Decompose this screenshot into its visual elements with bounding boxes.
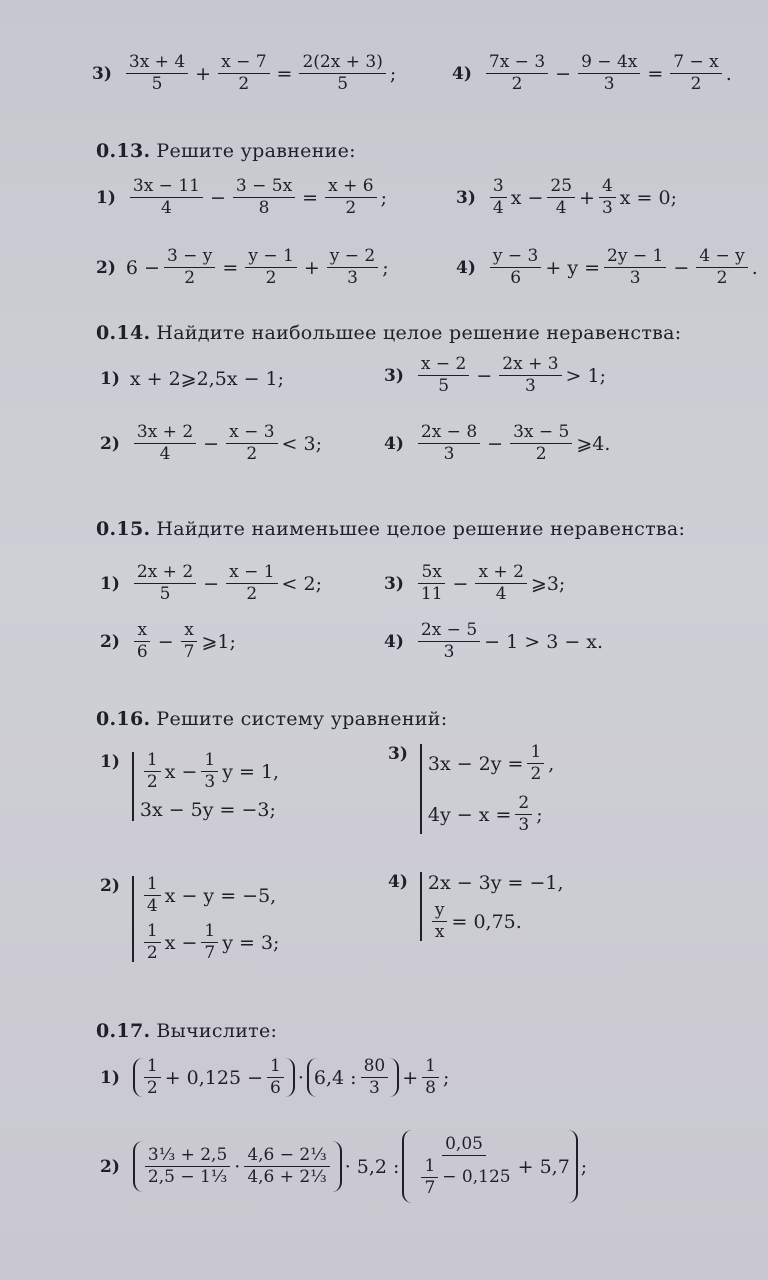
math-group <box>499 356 561 395</box>
math-text: 2) <box>100 631 120 652</box>
math-text: 5 <box>337 74 349 94</box>
math-text: 2 <box>246 444 258 464</box>
math-text: 2x − 8 <box>418 424 480 444</box>
math-text: 1 <box>144 876 161 896</box>
math-text: ; <box>382 256 389 279</box>
math-text: y − 2 <box>327 248 378 268</box>
math-text: x = 0; <box>619 186 677 209</box>
problem-0-15-3 <box>384 564 565 603</box>
math-text: 5 <box>438 376 450 396</box>
math-text: y − 1 <box>245 248 296 268</box>
math-text: 2x − 3y = −1, <box>427 872 564 894</box>
math-group <box>432 902 448 941</box>
math-group <box>201 923 218 962</box>
math-operator: − <box>487 432 504 455</box>
math-text: 7x − 3 <box>486 54 548 74</box>
parenthesis-group <box>402 1130 577 1203</box>
math-operator: − <box>476 364 493 387</box>
math-group <box>144 923 161 962</box>
problem-0-16-2 <box>100 876 279 962</box>
math-operator: = <box>647 62 664 85</box>
math-text: 1) <box>96 187 116 208</box>
math-text: ; <box>580 1155 588 1178</box>
problem-top-3 <box>92 54 396 93</box>
math-group <box>325 178 376 217</box>
math-text: y = 1, <box>222 760 280 783</box>
math-operator: − <box>209 186 226 209</box>
math-text: y = 3; <box>222 931 280 954</box>
fraction <box>299 54 385 93</box>
math-text: 4,6 − 2⅓ <box>244 1147 329 1167</box>
math-text: 0,05 <box>442 1136 486 1156</box>
system-brace <box>420 744 554 834</box>
math-text: 7 − x <box>670 54 721 74</box>
fraction <box>126 54 188 93</box>
math-text: 3 <box>518 815 530 835</box>
math-group <box>490 178 507 217</box>
math-text: > 1; <box>565 364 606 387</box>
math-text: 4) <box>384 631 404 652</box>
math-text: x <box>434 922 445 942</box>
math-text: 2,5 − 1⅓ <box>147 1167 228 1187</box>
math-group <box>547 178 575 217</box>
math-text: 3 <box>490 178 507 198</box>
math-text: ; <box>536 803 543 826</box>
math-text: 1 <box>201 923 218 943</box>
section-heading-0-13 <box>96 140 356 162</box>
math-text: 2 <box>146 772 158 792</box>
math-text: 4 <box>161 198 172 218</box>
problem-0-14-2 <box>100 424 322 463</box>
system-brace <box>132 752 279 821</box>
math-text: , <box>548 752 555 775</box>
math-text: 3⅓ + 2,5 <box>145 1147 230 1167</box>
problem-0-14-1 <box>100 368 284 390</box>
math-text: 2 <box>246 584 258 604</box>
math-group <box>226 564 277 603</box>
math-text: ⩾3; <box>530 572 566 595</box>
math-text: 1 <box>422 1058 439 1078</box>
math-group <box>604 248 666 287</box>
math-text: 3x − 2y = <box>427 752 524 775</box>
math-text: 2 <box>690 74 702 94</box>
math-text: 0.16. <box>96 708 151 730</box>
math-group <box>201 752 218 791</box>
math-group <box>421 1158 438 1197</box>
parenthesis-group <box>133 1058 295 1097</box>
math-text: Вычислите: <box>156 1020 278 1042</box>
math-text: 7 <box>424 1178 436 1198</box>
math-text: y <box>432 902 448 922</box>
math-text: 6 <box>136 642 148 662</box>
math-text: 2 <box>146 943 158 963</box>
math-group <box>181 622 198 661</box>
math-text: 2) <box>100 876 120 896</box>
math-text: 11 <box>420 584 443 604</box>
math-group <box>599 178 616 217</box>
math-group <box>475 564 526 603</box>
math-operator: − <box>157 630 174 653</box>
fraction <box>218 54 269 93</box>
math-text: 2) <box>100 433 120 454</box>
fraction <box>578 54 640 93</box>
math-text: 6 <box>510 268 522 288</box>
math-text: 6,4 : <box>313 1066 357 1089</box>
math-group <box>527 744 544 783</box>
math-group <box>244 1147 329 1186</box>
math-text: + y = <box>545 256 601 279</box>
math-group <box>233 178 295 217</box>
problem-0-17-2 <box>100 1130 587 1203</box>
math-group <box>418 424 480 463</box>
math-text: + 0,125 − <box>164 1066 264 1089</box>
math-text: 4y − x = <box>427 803 512 826</box>
math-group <box>490 248 541 287</box>
math-text: 3x − 11 <box>130 178 203 198</box>
math-group <box>144 876 161 915</box>
math-text: 3 <box>524 376 536 396</box>
math-group <box>418 356 469 395</box>
problem-0-14-3 <box>384 356 606 395</box>
math-text: 3 <box>368 1078 380 1098</box>
math-text: 2(2x + 3) <box>299 54 385 74</box>
math-group <box>422 1058 439 1097</box>
math-group <box>267 1058 284 1097</box>
math-text: 80 <box>361 1058 389 1078</box>
math-text: = 0,75. <box>451 910 522 933</box>
math-text: 1) <box>100 573 120 594</box>
math-text: 2x + 2 <box>134 564 196 584</box>
problem-0-13-2 <box>96 248 389 287</box>
math-text: x − <box>164 760 198 783</box>
section-heading-0-14 <box>96 322 682 344</box>
math-text: 4 <box>495 584 507 604</box>
math-group <box>414 1136 513 1197</box>
math-group <box>361 1058 389 1097</box>
math-text: 0.17. <box>96 1020 151 1042</box>
system-brace <box>420 872 564 941</box>
math-group <box>145 1147 230 1186</box>
math-group <box>134 424 196 463</box>
math-text: 4 <box>599 178 616 198</box>
math-text: 3 <box>601 198 613 218</box>
problem-0-13-4 <box>456 248 758 287</box>
math-text: 4) <box>452 63 472 84</box>
math-text: ⩾1; <box>201 630 236 653</box>
math-text: 2) <box>96 257 116 278</box>
math-text: x − 1 <box>226 564 277 584</box>
math-text: 3) <box>384 365 404 386</box>
math-text: 3 <box>443 642 455 662</box>
math-group <box>327 248 378 287</box>
math-text: 4 <box>159 444 171 464</box>
math-text: 2 <box>265 268 277 288</box>
math-operator: − <box>452 572 469 595</box>
problem-0-16-4 <box>388 872 564 941</box>
math-text: 2) <box>100 1156 120 1177</box>
math-text: 25 <box>547 178 575 198</box>
math-text: 3 <box>629 268 641 288</box>
math-text: 8 <box>425 1078 436 1098</box>
math-text: 6 − <box>125 256 160 279</box>
math-text: 2 <box>238 74 250 94</box>
math-group <box>144 752 161 791</box>
math-text: ; <box>380 186 387 209</box>
math-text: 7 <box>183 642 195 662</box>
math-group <box>130 178 203 217</box>
math-text: 1) <box>100 1067 120 1088</box>
math-text: x − <box>164 931 198 954</box>
math-text: 0.13. <box>96 140 151 162</box>
math-text: 3x + 4 <box>126 54 188 74</box>
math-text: x <box>134 622 150 642</box>
math-text: 1 <box>267 1058 284 1078</box>
math-text: 3x − 5 <box>510 424 572 444</box>
math-group <box>515 795 532 834</box>
math-text: 1 <box>144 1058 161 1078</box>
math-text: < 2; <box>281 572 322 595</box>
math-text: · <box>297 1066 304 1089</box>
math-operator: + <box>195 62 212 85</box>
math-text: . <box>751 256 758 279</box>
math-text: 0.15. <box>96 518 151 540</box>
parenthesis-group <box>133 1141 342 1192</box>
math-text: 4 − y <box>696 248 747 268</box>
math-text: 2 <box>511 74 523 94</box>
math-text: 2 <box>716 268 728 288</box>
math-text: 2 <box>535 444 547 464</box>
math-text: 3 <box>204 772 216 792</box>
math-text: y − 3 <box>490 248 541 268</box>
section-heading-0-15 <box>96 518 685 540</box>
math-text: − 1 > 3 − x. <box>484 630 604 653</box>
math-text: 1 <box>421 1158 438 1178</box>
math-text: 8 <box>258 198 270 218</box>
math-text: 4) <box>384 433 404 454</box>
math-group <box>164 248 215 287</box>
math-text: 4) <box>388 872 408 892</box>
math-text: x − <box>510 186 544 209</box>
parenthesis-group <box>307 1058 399 1097</box>
math-text: 3 − 5x <box>233 178 295 198</box>
math-text: 4) <box>456 257 476 278</box>
math-operator: − <box>203 572 220 595</box>
math-operator: = <box>302 186 319 209</box>
section-heading-0-16 <box>96 708 447 730</box>
math-text: x − 3 <box>226 424 277 444</box>
math-group <box>510 424 572 463</box>
math-text: 5 <box>151 74 163 94</box>
math-text: 5 <box>159 584 171 604</box>
system-brace <box>132 876 280 962</box>
problem-0-16-3 <box>388 744 554 834</box>
math-group <box>696 248 747 287</box>
math-group <box>144 1058 161 1097</box>
math-text: · <box>234 1155 241 1178</box>
math-text: x − 7 <box>218 54 269 74</box>
math-group <box>226 424 277 463</box>
problem-0-15-4 <box>384 622 603 661</box>
math-text: 3 <box>603 74 615 94</box>
math-text: x + 6 <box>325 178 376 198</box>
math-group <box>134 622 151 661</box>
math-text: Найдите наибольшее целое решение неравенства: <box>156 322 682 344</box>
math-text: x − y = −5, <box>164 884 277 907</box>
math-text: x + 2 <box>475 564 526 584</box>
math-text: 9 − 4x <box>578 54 640 74</box>
math-text: 3x − 5y = −3; <box>139 799 276 821</box>
math-text: 2x + 3 <box>499 356 561 376</box>
math-text: 3) <box>456 187 476 208</box>
fraction <box>486 54 548 93</box>
math-group <box>418 622 480 661</box>
problem-0-15-2 <box>100 622 236 661</box>
math-text: 4 <box>492 198 504 218</box>
math-operator: − <box>673 256 690 279</box>
math-text: 3x + 2 <box>134 424 196 444</box>
math-text: 1 <box>144 923 161 943</box>
math-text: 3) <box>384 573 404 594</box>
math-text: 4 <box>146 896 158 916</box>
math-text: 5x <box>418 564 444 584</box>
math-text: x <box>181 622 197 642</box>
math-text: − 0,125 <box>442 1167 511 1187</box>
math-text: 2 <box>146 1078 158 1098</box>
math-text: + 5,7 <box>517 1155 570 1178</box>
math-text: x + 2⩾2,5x − 1; <box>129 368 285 390</box>
math-text: 3) <box>388 744 408 764</box>
math-operator: + <box>303 256 320 279</box>
math-text: 2y − 1 <box>604 248 666 268</box>
math-text: 4 <box>555 198 567 218</box>
math-text: + <box>402 1066 419 1089</box>
math-operator: = <box>222 256 239 279</box>
math-text: . <box>725 62 732 85</box>
math-group <box>245 248 296 287</box>
math-text: 7 <box>204 943 216 963</box>
math-text: Найдите наименьшее целое решение неравенства: <box>156 518 686 540</box>
math-text: 1 <box>201 752 218 772</box>
problem-0-16-1 <box>100 752 279 821</box>
math-text: 3 − y <box>164 248 215 268</box>
math-text: 6 <box>270 1078 281 1098</box>
math-text: Решите уравнение: <box>156 140 356 162</box>
math-text: Решите систему уравнений: <box>156 708 448 730</box>
math-operator: − <box>555 62 572 85</box>
problem-top-4 <box>452 54 732 93</box>
math-group <box>134 564 196 603</box>
math-text: 3 <box>443 444 455 464</box>
math-text: 2x − 5 <box>418 622 480 642</box>
section-heading-0-17 <box>96 1020 277 1042</box>
math-text: 2 <box>515 795 532 815</box>
math-text: ; <box>389 62 397 85</box>
math-text: · 5,2 : <box>344 1155 400 1178</box>
problem-0-14-4 <box>384 424 610 463</box>
problem-0-13-1 <box>96 178 387 217</box>
math-text: ; <box>442 1066 450 1089</box>
math-text: 1 <box>144 752 161 772</box>
math-text: ⩾4. <box>576 432 611 455</box>
math-text: 2 <box>530 764 542 784</box>
item-number: 3) <box>92 63 112 84</box>
math-operator: − <box>203 432 220 455</box>
math-text: 2 <box>345 198 357 218</box>
math-text: x − 2 <box>418 356 469 376</box>
math-text: < 3; <box>281 432 322 455</box>
problem-0-17-1 <box>100 1058 449 1097</box>
math-text: 0.14. <box>96 322 151 344</box>
math-text: 1 <box>527 744 544 764</box>
math-group <box>418 564 446 603</box>
fraction <box>670 54 721 93</box>
math-text: 3 <box>347 268 358 288</box>
math-text: + <box>579 186 595 209</box>
problem-0-15-1 <box>100 564 322 603</box>
math-text: 4,6 + 2⅓ <box>247 1167 327 1187</box>
math-text: 1) <box>100 752 120 772</box>
math-text: 1) <box>100 369 120 389</box>
math-operator: = <box>276 62 293 85</box>
problem-0-13-3 <box>456 178 677 217</box>
math-text: 2 <box>184 268 196 288</box>
